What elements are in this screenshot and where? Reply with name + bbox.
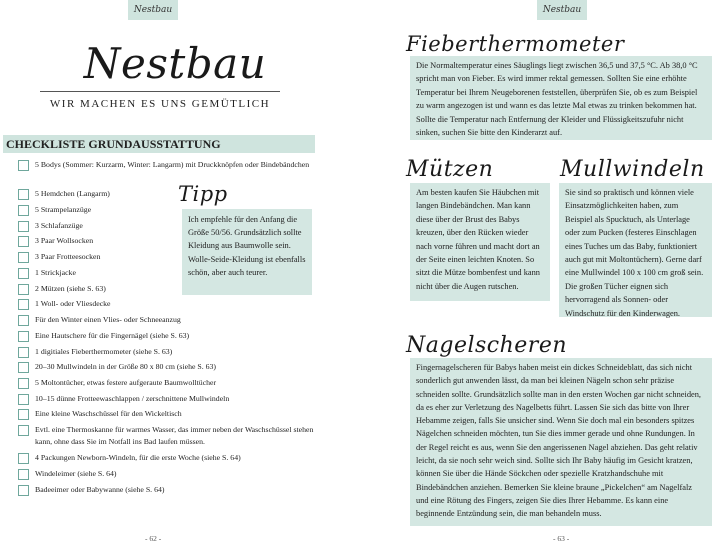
checklist-item: 5 Moltontücher, etwas festere aufgeraute Baumwolltücher xyxy=(18,377,318,389)
checklist-item: 10–15 dünne Frotteewaschlappen / zerschnittene Mullwindeln xyxy=(18,393,318,405)
checklist-item: Badeeimer oder Babywanne (siehe S. 64) xyxy=(18,484,318,496)
checkbox[interactable] xyxy=(18,189,29,200)
checkbox[interactable] xyxy=(18,160,29,171)
checkbox[interactable] xyxy=(18,485,29,496)
fieber-heading: Fieberthermometer xyxy=(406,32,625,56)
section-tab-right: Nestbau xyxy=(537,0,587,20)
checklist-item: 1 digitiales Fieberthermometer (siehe S. 63) xyxy=(18,346,318,358)
checklist-item: 1 Strickjacke xyxy=(18,267,318,279)
checklist-item: Für den Winter einen Vlies- oder Schneeanzug xyxy=(18,314,318,326)
checkbox[interactable] xyxy=(18,394,29,405)
muetzen-heading: Mützen xyxy=(406,157,494,182)
checklist-item: 3 Paar Frotteesocken xyxy=(18,251,318,263)
title-divider xyxy=(40,91,280,92)
checkbox[interactable] xyxy=(18,469,29,480)
checkbox[interactable] xyxy=(18,347,29,358)
nagel-box xyxy=(410,358,712,526)
checklist-item: 1 Woll- oder Vliesdecke xyxy=(18,298,318,310)
mull-text: Sie sind so praktisch und können viele Einsatzmöglichkeiten haben, zum Beispiel als Spucktuch, als Unterlage oder zum Pucken (festeres Einschlagen eines Tuches um das Baby, funktioniert auch gut mit Moltontüchern). Gerne darf eine Mullwindel 100 x 100 cm groß sein. Die großen Tücher eignen sich hervorragend als Sonnen- oder Windschutz für den Kinderwagen. xyxy=(565,188,704,318)
muetzen-text: Am besten kaufen Sie Häubchen mit langen Bindebändchen. Man kann diese über der Brust des Babys kreuzen, über den Rücken wieder nach vorne führen und macht dort an der Seite einen leichten Knoten. So sitzt die Mütze bombenfest und kann nicht über die Augen rutschen. xyxy=(416,188,540,291)
checklist-item: 3 Schlafanzüge xyxy=(18,220,318,232)
tipp-box xyxy=(182,209,312,295)
tipp-text: Ich empfehle für den Anfang die Größe 50/56. Grundsätzlich sollte Kleidung aus Baumwolle sein. Wolle-Seide-Kleidung ist ebenfalls schön, aber auch teurer. xyxy=(188,215,306,277)
checklist-item: 4 Packungen Newborn-Windeln, für die erste Woche (siehe S. 64) xyxy=(18,452,318,464)
checkbox[interactable] xyxy=(18,453,29,464)
mull-heading: Mullwindeln xyxy=(560,157,705,182)
page-subtitle: WIR MACHEN ES UNS GEMÜTLICH xyxy=(49,98,271,110)
checklist-item: 5 Strampelanzüge xyxy=(18,204,318,216)
page-number-left: - 62 - xyxy=(145,534,162,543)
checkbox[interactable] xyxy=(18,362,29,373)
nagel-heading: Nagelscheren xyxy=(406,333,568,358)
checkbox[interactable] xyxy=(18,331,29,342)
checklist-item: 2 Mützen (siehe S. 63) xyxy=(18,283,318,295)
checklist-item: Windeleimer (siehe S. 64) xyxy=(18,468,318,480)
page-number-right: - 63 - xyxy=(553,534,570,543)
checkbox[interactable] xyxy=(18,221,29,232)
checkbox[interactable] xyxy=(18,425,29,436)
fieber-box xyxy=(410,56,712,140)
checkbox[interactable] xyxy=(18,205,29,216)
checkbox[interactable] xyxy=(18,268,29,279)
checkbox[interactable] xyxy=(18,409,29,420)
checklist-item: 20–30 Mullwindeln in der Größe 80 x 80 cm (siehe S. 63) xyxy=(18,361,318,373)
mull-box xyxy=(559,183,712,317)
tipp-heading: Tipp xyxy=(178,182,228,206)
checklist-item: 5 Bodys (Sommer: Kurzarm, Winter: Langarm) mit Druckknöpfen oder Bindebändchen xyxy=(18,159,318,171)
checklist-heading: CHECKLISTE GRUNDAUSSTATTUNG xyxy=(6,137,221,151)
checkbox[interactable] xyxy=(18,299,29,310)
checkbox[interactable] xyxy=(18,378,29,389)
fieber-text: Die Normaltemperatur eines Säuglings liegt zwischen 36,5 und 37,5 °C. Ab 38,0 °C spricht man von Fieber. Es wird immer rektal gemessen. Sollten Sie eine erhöhte Temperatur bei Ihrem Neugeborenen feststellen, überprüfen Sie, ob es zum Beispiel zu warm angezogen ist und wann es das letzte Mal etwas zu trinken bekommen hat. Sollte die Temperatur nach Entfernung der Kleider und Flüssigkeitszufuhr nicht sinken, suchen Sie bitte den Kinderarzt auf. xyxy=(416,61,698,138)
checkbox[interactable] xyxy=(18,236,29,247)
checklist-item: Evtl. eine Thermoskanne für warmes Wasser, das immer neben der Waschschüssel stehen kann, ohne dass Sie im Notfall ins Bad laufen müssen. xyxy=(18,424,318,448)
checklist-item: 5 Hemdchen (Langarm) xyxy=(18,188,318,200)
checklist-item: Eine Hautschere für die Fingernägel (siehe S. 63) xyxy=(18,330,318,342)
page-title: Nestbau xyxy=(83,39,267,88)
checkbox[interactable] xyxy=(18,315,29,326)
checkbox[interactable] xyxy=(18,284,29,295)
checkbox[interactable] xyxy=(18,252,29,263)
section-tab-left: Nestbau xyxy=(128,0,178,20)
muetzen-box xyxy=(410,183,550,301)
nagel-text: Fingernagelscheren für Babys haben meist ein dickes Schneideblatt, das sich nicht sonderlich gut anwenden lässt, da man bei kleinen Nägeln schon sehr präzise schneiden sollte. Grundsätzlich sollte man in den ersten Wochen gar nicht schneiden, da es eher zur Verletzung des Nagelbetts führt. Lassen Sie sich das bitte von Ihrer Hebamme zeigen, falls Sie unsicher sind. Wenn Sie doch mal ein besonders spitzes Nägelchen schneiden möchten, tun Sie dies immer gerade und ohne Rundungen. In der Regel reicht es aus, wenn Sie den angerissenen Nagel abziehen. Das geht relativ leicht, da sie noch sehr weich sind. Sollte sich Ihr Baby häufig im Gesicht kratzen, können Sie über die Hände Söckchen oder spezielle Kratzhandschuhe mit Bindebändchen anziehen. Bemerken Sie kleine braune „Pickelchen“ am Nagelfalz und eine Rötung des Fingers, zeigen Sie dies Ihrer Hebamme. Es kann eine beginnende Entzündung sein, die man behandeln muss. xyxy=(416,363,702,519)
checklist-item: 3 Paar Wollsocken xyxy=(18,235,318,247)
checklist-item: Eine kleine Waschschüssel für den Wickeltisch xyxy=(18,408,318,420)
